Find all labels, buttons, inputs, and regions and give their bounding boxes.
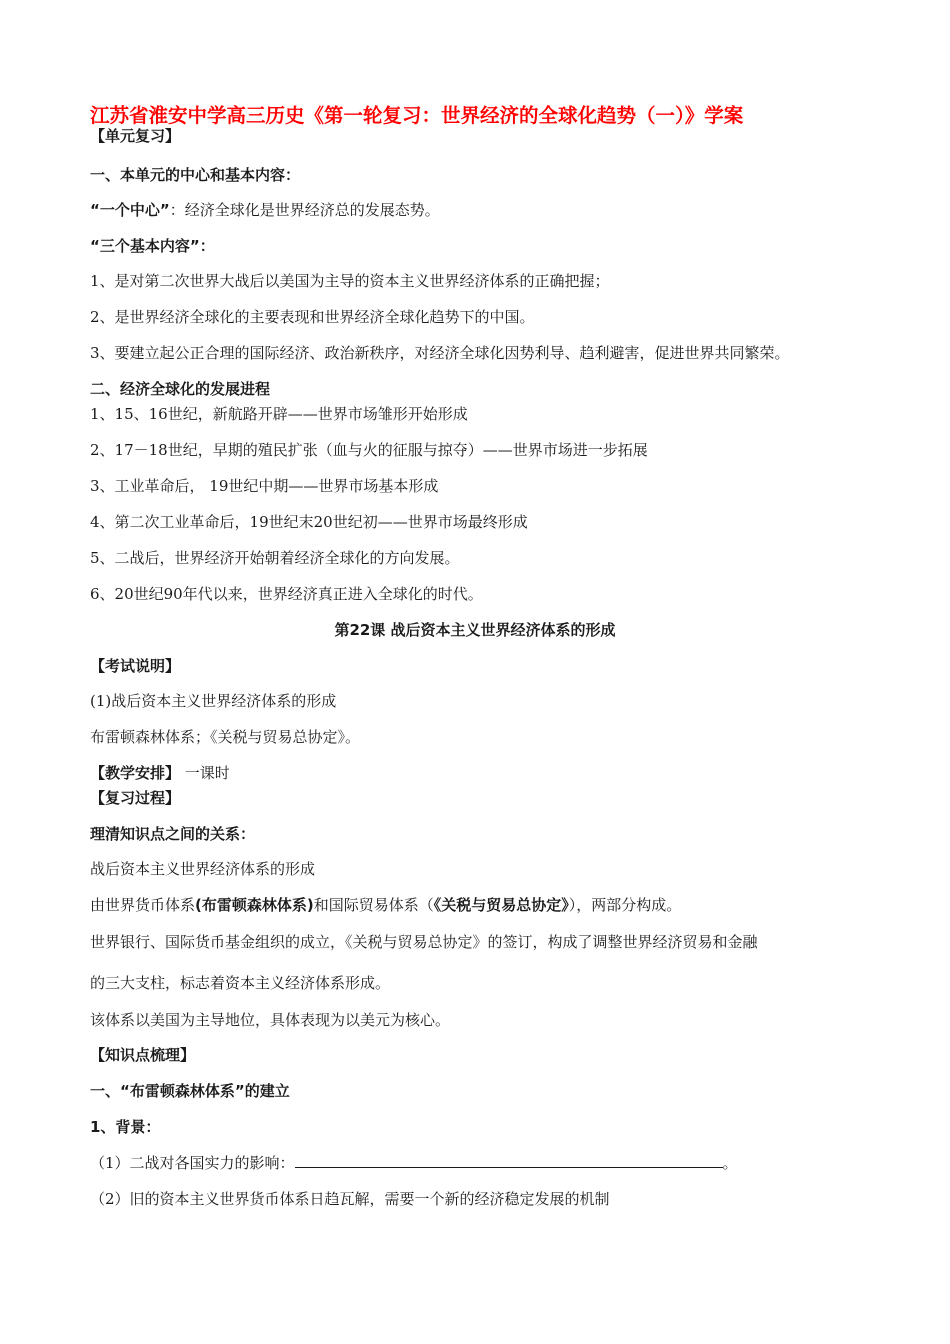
relations-line: 的三大支柱，标志着资本主义经济体系形成。 (90, 974, 391, 992)
schedule-label: 【教学安排】 (90, 764, 181, 782)
knowledge-heading: 【知识点梳理】 (90, 1046, 196, 1064)
k1-item-end: 。 (722, 1154, 738, 1172)
document-title: 江苏省淮安中学高三历史《第一轮复习：世界经济的全球化趋势（一）》学案 (90, 104, 744, 127)
exam-detail: 布雷顿森林体系；《关税与贸易总协定》。 (90, 728, 361, 746)
fill-in-blank (295, 1153, 723, 1168)
relations-line: 战后资本主义世界经济体系的形成 (90, 860, 316, 878)
relations-line: 世界银行、国际货币基金组织的成立，《关税与贸易总协定》的签订，构成了调整世界经济贸易和金融 (90, 933, 758, 951)
k1-heading: 一、“布雷顿森林体系”的建立 (90, 1082, 290, 1100)
relations-line: 该体系以美国为主导地位，具体表现为以美元为核心。 (90, 1011, 451, 1029)
exam-heading: 【考试说明】 (90, 657, 181, 675)
schedule-line (90, 763, 230, 783)
process-item: 6、20世纪90年代以来，世界经济真正进入全球化的时代。 (90, 585, 483, 603)
content-item: 1、是对第二次世界大战后以美国为主导的资本主义世界经济体系的正确把握； (90, 272, 610, 290)
rel-bold: (布雷顿森林体系) (195, 896, 314, 914)
unit-review-heading: 【单元复习】 (90, 127, 181, 145)
one-center-text: ：经济全球化是世界经济总的发展态势。 (169, 201, 440, 219)
k1-item (90, 1153, 738, 1173)
section2-heading: 二、经济全球化的发展进程 (90, 380, 271, 398)
one-center-line (90, 200, 440, 220)
section1-heading: 一、本单元的中心和基本内容： (90, 166, 301, 184)
process-item: 4、第二次工业革命后，19世纪末20世纪初——世界市场最终形成 (90, 513, 528, 531)
one-center-label: “一个中心” (90, 201, 170, 219)
process-item: 3、工业革命后， 19世纪中期——世界市场基本形成 (90, 477, 439, 495)
process-item: 5、二战后，世界经济开始朝着经济全球化的方向发展。 (90, 549, 460, 567)
exam-item: (1)战后资本主义世界经济体系的形成 (90, 692, 337, 710)
review-heading: 【复习过程】 (90, 789, 181, 807)
k1-item-text: （1）二战对各国实力的影响： (90, 1154, 295, 1172)
content-item: 2、是世界经济全球化的主要表现和世界经济全球化趋势下的中国。 (90, 308, 535, 326)
rel-text: 由世界货币体系 (90, 896, 196, 914)
schedule-value: 一课时 (180, 764, 230, 782)
rel-text: ），两部分构成。 (568, 896, 682, 914)
process-item: 1、15、16世纪，新航路开辟——世界市场雏形开始形成 (90, 405, 468, 423)
relations-heading: 理清知识点之间的关系： (90, 825, 256, 843)
k1-background: 1、背景： (90, 1118, 161, 1136)
rel-bold: 《关税与贸易总协定》 (433, 896, 569, 914)
rel-text: 和国际贸易体系（ (313, 896, 434, 914)
content-item: 3、要建立起公正合理的国际经济、政治新秩序，对经济全球化因势利导、趋利避害，促进世界共同繁荣。 (90, 344, 790, 362)
relations-line (90, 895, 681, 915)
process-item: 2、17－18世纪，早期的殖民扩张（血与火的征服与掠夺）——世界市场进一步拓展 (90, 441, 648, 459)
k1-item: （2）旧的资本主义世界货币体系日趋瓦解，需要一个新的经济稳定发展的机制 (90, 1190, 610, 1208)
lesson-title: 第22课 战后资本主义世界经济体系的形成 (334, 621, 616, 639)
three-contents-label: “三个基本内容”： (90, 237, 215, 255)
